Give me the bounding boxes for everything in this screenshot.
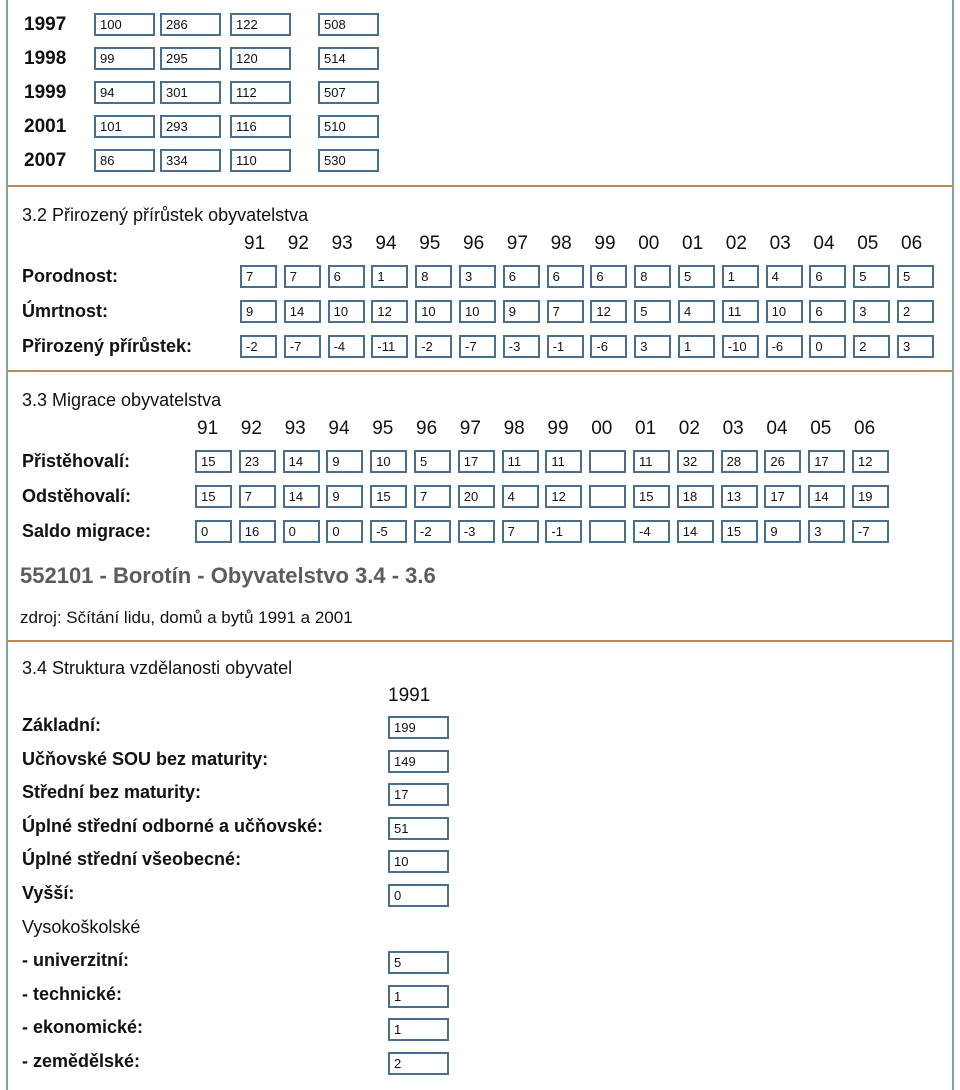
value-field[interactable]: 7: [240, 265, 277, 288]
value-field[interactable]: -4: [328, 335, 365, 358]
divider: [6, 185, 954, 187]
value-field[interactable]: 3: [897, 335, 934, 358]
divider: [6, 370, 954, 372]
section-title: 552101 - Borotín - Obyvatelstvo 3.4 - 3.6: [20, 563, 436, 588]
value-field[interactable]: 1: [388, 1018, 449, 1041]
value-field[interactable]: -6: [766, 335, 803, 358]
value-field[interactable]: 14: [808, 485, 845, 508]
natural-increase-title: 3.2 Přirozený přírůstek obyvatelstva: [22, 205, 309, 225]
year-header: 94: [328, 418, 350, 439]
value-field[interactable]: 110: [230, 149, 291, 172]
year-header: 01: [682, 233, 704, 254]
year-header: 98: [503, 418, 525, 439]
year-label: 1999: [24, 82, 67, 103]
row-label: - univerzitní:: [22, 950, 129, 971]
value-field[interactable]: 514: [318, 47, 379, 70]
value-field[interactable]: -2: [415, 335, 452, 358]
value-field[interactable]: 507: [318, 81, 379, 104]
row-label: Saldo migrace:: [22, 521, 152, 541]
value-field[interactable]: 5: [678, 265, 715, 288]
value-field[interactable]: 9: [503, 300, 540, 323]
year-header: 00: [591, 418, 613, 439]
value-field[interactable]: 19: [852, 485, 889, 508]
value-field[interactable]: 10: [370, 450, 407, 473]
year-header: 95: [419, 233, 441, 254]
value-field[interactable]: 4: [502, 485, 539, 508]
year-header: 06: [854, 418, 876, 439]
row-label: Přistěhovalí:: [22, 451, 131, 471]
year-header: 93: [284, 418, 306, 439]
value-field[interactable]: 101: [94, 115, 155, 138]
value-field[interactable]: -5: [370, 520, 407, 543]
value-field[interactable]: 10: [766, 300, 803, 323]
left-border: [6, 0, 8, 1090]
value-field[interactable]: 10: [415, 300, 452, 323]
row-label: Porodnost:: [22, 266, 118, 286]
value-field[interactable]: 6: [590, 265, 627, 288]
value-field[interactable]: 301: [160, 81, 221, 104]
value-field[interactable]: 11: [502, 450, 539, 473]
value-field[interactable]: 1: [371, 265, 408, 288]
value-field[interactable]: 0: [388, 884, 449, 907]
value-field[interactable]: 100: [94, 13, 155, 36]
value-field[interactable]: 9: [240, 300, 277, 323]
year-header: 01: [635, 418, 657, 439]
value-field[interactable]: 10: [388, 850, 449, 873]
year-header: 97: [506, 233, 528, 254]
value-field[interactable]: 15: [195, 450, 232, 473]
value-field[interactable]: 14: [283, 450, 320, 473]
value-field[interactable]: -7: [284, 335, 321, 358]
value-field[interactable]: -1: [545, 520, 582, 543]
education-title: 3.4 Struktura vzdělanosti obyvatel: [22, 658, 293, 678]
value-field[interactable]: -2: [240, 335, 277, 358]
year-header: 93: [331, 233, 353, 254]
row-label: Střední bez maturity:: [22, 782, 202, 803]
year-header: 06: [901, 233, 923, 254]
value-field[interactable]: [589, 450, 626, 473]
divider: [6, 640, 954, 642]
row-label: Vysokoškolské: [22, 916, 141, 937]
value-field[interactable]: 1: [722, 265, 759, 288]
year-header: 05: [810, 418, 832, 439]
year-header: 02: [678, 418, 700, 439]
value-field[interactable]: 15: [370, 485, 407, 508]
value-field[interactable]: 2: [388, 1052, 449, 1075]
row-label: Úmrtnost:: [22, 301, 108, 321]
value-field[interactable]: 4: [766, 265, 803, 288]
row-label: - zemědělské:: [22, 1051, 141, 1071]
value-field[interactable]: 2: [897, 300, 934, 323]
value-field[interactable]: 15: [195, 485, 232, 508]
value-field[interactable]: 120: [230, 47, 291, 70]
row-label: Úplné střední všeobecné:: [22, 849, 242, 870]
value-field[interactable]: 6: [547, 265, 584, 288]
value-field[interactable]: 530: [318, 149, 379, 172]
year-header: 99: [594, 233, 616, 254]
value-field[interactable]: 15: [721, 520, 758, 543]
value-field[interactable]: 334: [160, 149, 221, 172]
value-field[interactable]: -11: [371, 335, 408, 358]
year-header: 94: [375, 233, 397, 254]
value-field[interactable]: 3: [634, 335, 671, 358]
value-field[interactable]: 8: [634, 265, 671, 288]
value-field[interactable]: 149: [388, 750, 449, 773]
value-field[interactable]: 3: [853, 300, 890, 323]
value-field[interactable]: 6: [809, 300, 846, 323]
value-field[interactable]: -10: [722, 335, 759, 358]
value-field[interactable]: 99: [94, 47, 155, 70]
value-field[interactable]: 199: [388, 716, 449, 739]
value-field[interactable]: [589, 485, 626, 508]
value-field[interactable]: 6: [809, 265, 846, 288]
value-field[interactable]: 14: [283, 485, 320, 508]
value-field[interactable]: 7: [284, 265, 321, 288]
year-header: 97: [459, 418, 481, 439]
value-field[interactable]: 12: [545, 485, 582, 508]
value-field[interactable]: 7: [239, 485, 276, 508]
year-header: 02: [725, 233, 747, 254]
value-field[interactable]: 0: [809, 335, 846, 358]
value-field[interactable]: 7: [414, 485, 451, 508]
value-field[interactable]: 6: [328, 265, 365, 288]
year-label: 2001: [24, 116, 67, 137]
value-field[interactable]: 17: [388, 783, 449, 806]
value-field[interactable]: 9: [764, 520, 801, 543]
value-field[interactable]: 26: [764, 450, 801, 473]
value-field[interactable]: 5: [634, 300, 671, 323]
value-field[interactable]: 18: [677, 485, 714, 508]
year-label: 2007: [24, 150, 67, 171]
value-field[interactable]: -1: [547, 335, 584, 358]
value-field[interactable]: 32: [677, 450, 714, 473]
year-label: 1997: [24, 14, 67, 35]
year-header: 95: [372, 418, 394, 439]
value-field[interactable]: 16: [239, 520, 276, 543]
year-header: 91: [244, 233, 266, 254]
row-label: Úplné střední odborné a učňovské:: [22, 815, 324, 836]
value-field[interactable]: 9: [326, 450, 363, 473]
value-field[interactable]: 0: [326, 520, 363, 543]
year-header: 04: [813, 233, 835, 254]
value-field[interactable]: 12: [852, 450, 889, 473]
value-field[interactable]: 17: [458, 450, 495, 473]
value-field[interactable]: 20: [458, 485, 495, 508]
migration-title: 3.3 Migrace obyvatelstva: [22, 390, 222, 410]
row-label: Základní:: [22, 715, 102, 735]
value-field[interactable]: 15: [633, 485, 670, 508]
year-header: 92: [240, 418, 262, 439]
value-field[interactable]: 13: [721, 485, 758, 508]
value-field[interactable]: 12: [590, 300, 627, 323]
year-header: 04: [766, 418, 788, 439]
value-field[interactable]: -3: [503, 335, 540, 358]
row-label: Přirozený přírůstek:: [22, 336, 193, 356]
value-field[interactable]: 10: [459, 300, 496, 323]
value-field[interactable]: 11: [545, 450, 582, 473]
value-field[interactable]: 6: [503, 265, 540, 288]
value-field[interactable]: 7: [502, 520, 539, 543]
value-field[interactable]: 1: [388, 985, 449, 1008]
row-label: Odstěhovalí:: [22, 486, 132, 506]
value-field[interactable]: 5: [897, 265, 934, 288]
value-field[interactable]: -3: [458, 520, 495, 543]
value-field[interactable]: 28: [721, 450, 758, 473]
value-field[interactable]: 5: [853, 265, 890, 288]
value-field[interactable]: 14: [284, 300, 321, 323]
education-year: 1991: [388, 685, 431, 706]
value-field[interactable]: 2: [853, 335, 890, 358]
value-field[interactable]: 17: [808, 450, 845, 473]
value-field[interactable]: 116: [230, 115, 291, 138]
value-field[interactable]: [589, 520, 626, 543]
year-header: 05: [857, 233, 879, 254]
value-field[interactable]: 8: [415, 265, 452, 288]
value-field[interactable]: 295: [160, 47, 221, 70]
year-header: 03: [722, 418, 744, 439]
value-field[interactable]: 3: [459, 265, 496, 288]
row-label: - technické:: [22, 983, 123, 1004]
year-header: 03: [769, 233, 791, 254]
value-field[interactable]: 94: [94, 81, 155, 104]
row-label: Vyšší:: [22, 883, 75, 903]
value-field[interactable]: -6: [590, 335, 627, 358]
value-field[interactable]: 0: [283, 520, 320, 543]
value-field[interactable]: 122: [230, 13, 291, 36]
value-field[interactable]: 11: [722, 300, 759, 323]
value-field[interactable]: 5: [388, 951, 449, 974]
source-text: zdroj: Sčítání lidu, domů a bytů 1991 a 2001: [20, 608, 353, 627]
year-header: 99: [547, 418, 569, 439]
value-field[interactable]: 86: [94, 149, 155, 172]
year-header: 96: [463, 233, 485, 254]
value-field[interactable]: 23: [239, 450, 276, 473]
year-label: 1998: [24, 48, 67, 69]
value-field[interactable]: 112: [230, 81, 291, 104]
value-field[interactable]: 3: [808, 520, 845, 543]
value-field[interactable]: 293: [160, 115, 221, 138]
year-header: 00: [638, 233, 660, 254]
value-field[interactable]: 14: [677, 520, 714, 543]
value-field[interactable]: 11: [633, 450, 670, 473]
value-field[interactable]: 9: [326, 485, 363, 508]
value-field[interactable]: 12: [371, 300, 408, 323]
value-field[interactable]: 286: [160, 13, 221, 36]
value-field[interactable]: -7: [852, 520, 889, 543]
value-field[interactable]: 1: [678, 335, 715, 358]
value-field[interactable]: 4: [678, 300, 715, 323]
value-field[interactable]: 508: [318, 13, 379, 36]
row-label: Učňovské SOU bez maturity:: [22, 748, 269, 769]
value-field[interactable]: -2: [414, 520, 451, 543]
value-field[interactable]: 7: [547, 300, 584, 323]
year-header: 96: [416, 418, 438, 439]
value-field[interactable]: -7: [459, 335, 496, 358]
year-header: 98: [550, 233, 572, 254]
value-field[interactable]: -4: [633, 520, 670, 543]
value-field[interactable]: 51: [388, 817, 449, 840]
value-field[interactable]: 17: [764, 485, 801, 508]
year-header: 91: [197, 418, 219, 439]
value-field[interactable]: 10: [328, 300, 365, 323]
right-border: [952, 0, 954, 1090]
year-header: 92: [287, 233, 309, 254]
value-field[interactable]: 5: [414, 450, 451, 473]
value-field[interactable]: 510: [318, 115, 379, 138]
row-label: - ekonomické:: [22, 1017, 144, 1038]
value-field[interactable]: 0: [195, 520, 232, 543]
